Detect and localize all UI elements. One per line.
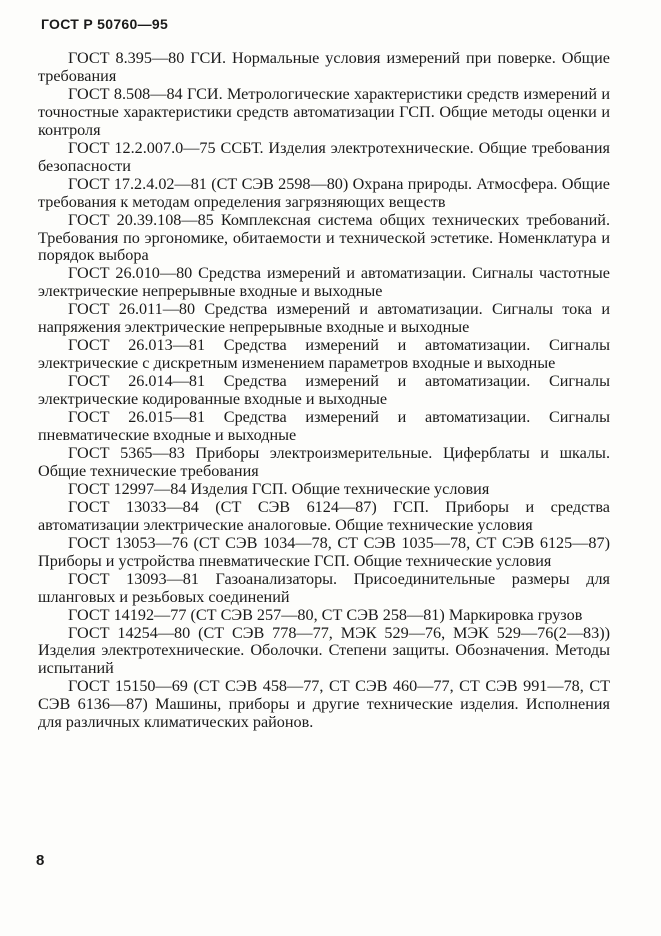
running-head: ГОСТ Р 50760—95: [41, 16, 169, 32]
reference-item: ГОСТ 12997—84 Изделия ГСП. Общие технические условия: [68, 479, 490, 498]
reference-item: ГОСТ 13093—81 Газоанализаторы. Присоединительные размеры для шланговых и резьбовых соединений: [38, 569, 610, 606]
reference-item: ГОСТ 14192—77 (СТ СЭВ 257—80, СТ СЭВ 258—81) Маркировка грузов: [68, 605, 583, 624]
reference-item: ГОСТ 26.010—80 Средства измерений и автоматизации. Сигналы частотные электрические непрерывные входные и выходные: [38, 264, 610, 301]
reference-item: ГОСТ 14254—80 (СТ СЭВ 778—77, МЭК 529—76, МЭК 529—76(2—83)) Изделия электротехнические. Оболочки. Степени защиты. Обозначения. Методы испытаний: [38, 623, 610, 678]
page-number: 8: [36, 852, 45, 869]
reference-item: ГОСТ 13033—84 (СТ СЭВ 6124—87) ГСП. Приборы и средства автоматизации электрические аналоговые. Общие технические условия: [38, 497, 610, 534]
reference-item: ГОСТ 15150—69 (СТ СЭВ 458—77, СТ СЭВ 460—77, СТ СЭВ 991—78, СТ СЭВ 6136—87) Машины, приборы и другие технические изделия. Исполнения для различных климатических районов.: [38, 677, 610, 732]
reference-item: ГОСТ 13053—76 (СТ СЭВ 1034—78, СТ СЭВ 1035—78, СТ СЭВ 6125—87) Приборы и устройства пневматические ГСП. Общие технические условия: [38, 533, 610, 570]
reference-item: ГОСТ 26.015—81 Средства измерений и автоматизации. Сигналы пневматические входные и выходные: [38, 408, 610, 445]
reference-item: ГОСТ 12.2.007.0—75 ССБТ. Изделия электротехнические. Общие требования безопасности: [38, 138, 610, 175]
reference-item: ГОСТ 20.39.108—85 Комплексная система общих технических требований. Требования по эргономике, обитаемости и технической эстетике. Номенклатура и порядок выбора: [38, 210, 610, 265]
reference-item: ГОСТ 5365—83 Приборы электроизмерительные. Циферблаты и шкалы. Общие технические требования: [38, 443, 610, 480]
reference-item: ГОСТ 26.013—81 Средства измерений и автоматизации. Сигналы электрические с дискретным изменением параметров входные и выходные: [38, 336, 610, 373]
reference-item: ГОСТ 26.011—80 Средства измерений и автоматизации. Сигналы тока и напряжения электрические непрерывные входные и выходные: [38, 300, 610, 337]
reference-item: ГОСТ 8.508—84 ГСИ. Метрологические характеристики средств измерений и точностные характеристики средств автоматизации ГСП. Общие методы оценки и контроля: [38, 84, 610, 139]
normative-references-list: [38, 50, 610, 732]
reference-item: ГОСТ 8.395—80 ГСИ. Нормальные условия измерений при поверке. Общие требования: [38, 49, 610, 85]
reference-item: ГОСТ 17.2.4.02—81 (СТ СЭВ 2598—80) Охрана природы. Атмосфера. Общие требования к методам определения загрязняющих веществ: [38, 174, 610, 211]
reference-item: ГОСТ 26.014—81 Средства измерений и автоматизации. Сигналы электрические кодированные входные и выходные: [38, 372, 610, 409]
